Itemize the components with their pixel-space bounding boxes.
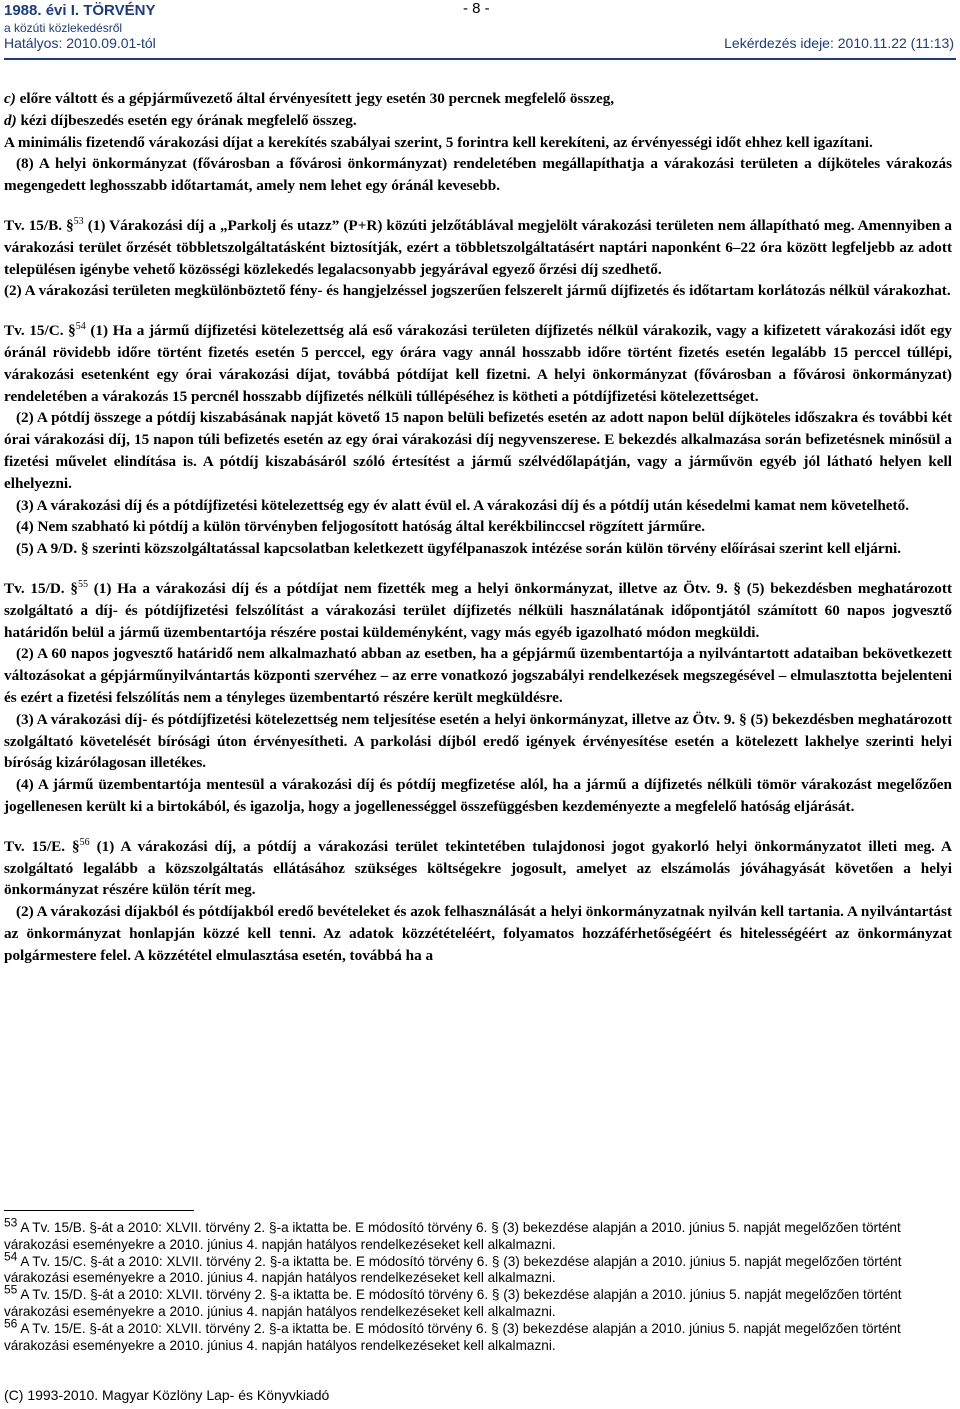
law-subtitle: a közúti közlekedésről	[4, 21, 123, 35]
footnote-ref: 55	[77, 578, 88, 590]
section-15c-p2: (2) A pótdíj összege a pótdíj kiszabásának napját követő 15 napon belüli befizetés esetén az adott napon belül díjköteles időszakra és további két órai várakozási díj, 15 napon túli befizetés esetén az egy órai várakozási díj negyvenszerese. E bekezdés alkalmazása során befizetésnek minősül a fizetési művelet elindítása is. A pótdíj kiszabásáról szóló értesítést a jármű szélvédőlapátján, vagy a járművön egyéb jól látható helyen kell elhelyezni.	[4, 409, 952, 492]
paragraph-d	[4, 110, 952, 132]
footnote-number: 55	[4, 1282, 18, 1297]
footnote-ref: 53	[73, 215, 84, 227]
section-15e-p2: (2) A várakozási díjakból és pótdíjakból eredő bevételeket és azok felhasználását a helyi önkormányzatnak nyilván kell tartania. A nyilvántartást az önkormányzat honlapján közzé kell tenni. Az adatok közzétételéért, folyamatos hozzáférhetőségéért és hitelességéért az önkormányzat polgármestere felel. A közzététel elmulasztása esetén, továbbá ha a	[4, 903, 952, 964]
section-15c-p4: (4) Nem szabható ki pótdíj a külön törvényben feljogosított hatóság által kerékbilinccsel rögzített járműre.	[16, 518, 705, 536]
item-prefix-d: d)	[4, 111, 17, 129]
section-15e	[4, 836, 952, 901]
section-text: (1) Ha a várakozási díj és a pótdíjat nem fizették meg a helyi önkormányzat, illetve az Ötv. 9. § (5) bekezdésben meghatározott szolgáltató a díj- és pótdíjfizetési felszólítást a várakozási terület díjfizetés nélküli használatának időpontjától számított 60 napos jogvesztő határidőn belül a jármű üzembentartója részére postai küldeményként, vagy más egyéb igazolható módon megküldi.	[4, 579, 953, 641]
header-divider	[4, 58, 956, 60]
document-body	[4, 88, 952, 966]
section-text: (1) A várakozási díj, a pótdíj a várakozási terület tekintetében tulajdonosi jogot gyakorló helyi önkormányzatot illeti meg. A szolgáltató legalább a közszolgáltatás ellátásához szükséges költségekre jogosult, amelyet az elszámolás jóváhagyását követően a helyi önkormányzat részére külön térít meg.	[4, 837, 952, 899]
section-15d-p3: (3) A várakozási díj- és pótdíjfizetési kötelezettség nem teljesítése esetén a helyi önkormányzat, illetve az Ötv. 9. § (5) bekezdésben meghatározott szolgáltató követelését bírósági úton érvényesítheti. A parkolási díjból eredő igények érvényesítése esetén a kötelezett lakhelye szerinti helyi bíróság kizárólagosan illetékes.	[4, 710, 952, 772]
section-15b	[4, 215, 952, 280]
section-15d-p2: (2) A 60 napos jogvesztő határidő nem alkalmazható abban az esetben, ha a gépjármű üzembentartója a nyilvántartott adataiban bekövetkezett változásokat a gépjárműnyilvántartás központi szervéhez – az erre vonatkozó jogszabályi rendelkezések megszegésével – elmulasztotta bejelenteni és ezért a fizetési felszólítás nem a tényleges üzembentartó részére került megküldésre.	[4, 645, 952, 706]
footnote-ref: 56	[79, 836, 90, 848]
footnote-54	[4, 1249, 952, 1288]
footnote-ref: 54	[75, 321, 86, 333]
section-label: Tv. 15/C. §	[4, 322, 76, 340]
paragraph-8: (8) A helyi önkormányzat (fővárosban a fővárosi önkormányzat) rendeletében megállapíthatja a várakozási területen a díjköteles várakozás megengedett leghosszabb időtartamát, amely nem lehet egy óránál kevesebb.	[4, 155, 952, 195]
footnote-number: 56	[4, 1316, 18, 1331]
footnote-number: 54	[4, 1249, 18, 1264]
section-15d	[4, 578, 952, 643]
footnote-number: 53	[4, 1215, 18, 1230]
footnote-text: A Tv. 15/B. §-át a 2010: XLVII. törvény 2. §-a iktatta be. E módosító törvény 6. § (3) bekezdése alapján a 2010. június 5. napját megelőzően történt várakozási eseményekre a 2010. június 4. napján hatályos rendelkezéseket kell alkalmazni.	[4, 1220, 901, 1252]
footnote-55	[4, 1282, 952, 1321]
section-label: Tv. 15/E. §	[4, 837, 80, 855]
law-title: 1988. évi I. TÖRVÉNY	[4, 2, 156, 19]
footnote-53	[4, 1215, 952, 1254]
footnote-56	[4, 1316, 952, 1355]
item-text-d: kézi díjbeszedés esetén egy órának megfelelő összeg.	[16, 111, 357, 129]
effective-date: Hatályos: 2010.09.01-tól	[4, 35, 156, 51]
query-time: Lekérdezés ideje: 2010.11.22 (11:13)	[724, 35, 954, 51]
section-15d-p4: (4) A jármű üzembentartója mentesül a várakozási díj és pótdíj megfizetése alól, ha a jármű a díjfizetés nélküli tömör várakozást megelőzően jogellenesen került ki a birtokából, és igazolja, hogy a jogellenességgel összefüggésben kezdeményezte a megfelelő hatóság eljárását.	[4, 776, 952, 815]
paragraph-c	[4, 88, 952, 110]
section-15c-p5: (5) A 9/D. § szerinti közszolgáltatással kapcsolatban keletkezett ügyfélpanaszok intézése során külön törvény előírásai szerint kell eljárni.	[16, 540, 902, 558]
section-15c	[4, 320, 952, 407]
footnote-text: A Tv. 15/D. §-át a 2010: XLVII. törvény 2. §-a iktatta be. E módosító törvény 6. § (3) bekezdése alapján a 2010. június 5. napját megelőzően történt várakozási eseményekre a 2010. június 4. napján hatályos rendelkezéseket kell alkalmazni.	[4, 1287, 902, 1319]
footnote-text: A Tv. 15/C. §-át a 2010: XLVII. törvény 2. §-a iktatta be. E módosító törvény 6. § (3) bekezdése alapján a 2010. június 5. napját megelőzően történt várakozási eseményekre a 2010. június 4. napján hatályos rendelkezéseket kell alkalmazni.	[4, 1253, 902, 1286]
section-15c-p3: (3) A várakozási díj és a pótdíjfizetési kötelezettség egy év alatt évül el. A várakozási díj és a pótdíj után késedelmi kamat nem követelhető.	[16, 496, 909, 514]
section-label: Tv. 15/D. §	[4, 579, 78, 597]
copyright-footer: (C) 1993-2010. Magyar Közlöny Lap- és Könyvkiadó	[4, 1387, 330, 1403]
section-text: (1) Várakozási díj a „Parkolj és utazz” (P+R) közúti jelzőtáblával megjelölt várakozási területen nem állapítható meg. Amennyiben a várakozási terület őrzését többletszolgáltatásként biztosítják, ezért a többletszolgáltatásért naptári naponként 6–22 óra között legfeljebb az adott településen igénybe vehető közösségi közlekedés legalacsonyabb jegyárával egyező őrzési díj szedhető.	[4, 216, 952, 278]
section-label: Tv. 15/B. §	[4, 216, 74, 234]
footnotes	[4, 1215, 952, 1354]
section-text: (1) Ha a jármű díjfizetési kötelezettség alá eső várakozási területen díjfizetés nélkül várakozik, vagy a kifizetett várakozási időt egy óránál rövidebb időre történt fizetés esetén 5 perccel, egy órára vagy annál hosszabb időre történt fizetés esetén legalább 15 perccel túllépi, várakozási esetenként egy órai várakozási díjat, továbbá pótdíjat kell fizetni. A helyi önkormányzat (fővárosban a fővárosi önkormányzat) rendeletében a várakozás 15 percnél hosszabb díjfizetés nélküli túllépéséhez is kötheti a pótdíjfizetési kötelezettséget.	[4, 322, 953, 405]
footnote-text: A Tv. 15/E. §-át a 2010: XLVII. törvény 2. §-a iktatta be. E módosító törvény 6. § (3) bekezdése alapján a 2010. június 5. napját megelőzően történt várakozási eseményekre a 2010. június 4. napján hatályos rendelkezéseket kell alkalmazni.	[4, 1320, 901, 1353]
page-number: - 8 -	[463, 0, 490, 17]
section-15b-p2: (2) A várakozási területen megkülönböztető fény- és hangjelzéssel jogszerűen felszerelt jármű díjfizetés és időtartam korlátozás nélkül várakozhat.	[4, 282, 951, 300]
footnote-divider	[4, 1210, 194, 1211]
paragraph-rounding: A minimális fizetendő várakozási díjat a kerekítés szabályai szerint, 5 forintra kell kerekíteni, az érvényességi időt ehhez kell igazítani.	[4, 133, 873, 151]
item-text-c: előre váltott és a gépjárművezető által érvényesített jegy esetén 30 percnek megfelelő összeg,	[15, 90, 615, 107]
item-prefix-c: c)	[4, 90, 16, 107]
